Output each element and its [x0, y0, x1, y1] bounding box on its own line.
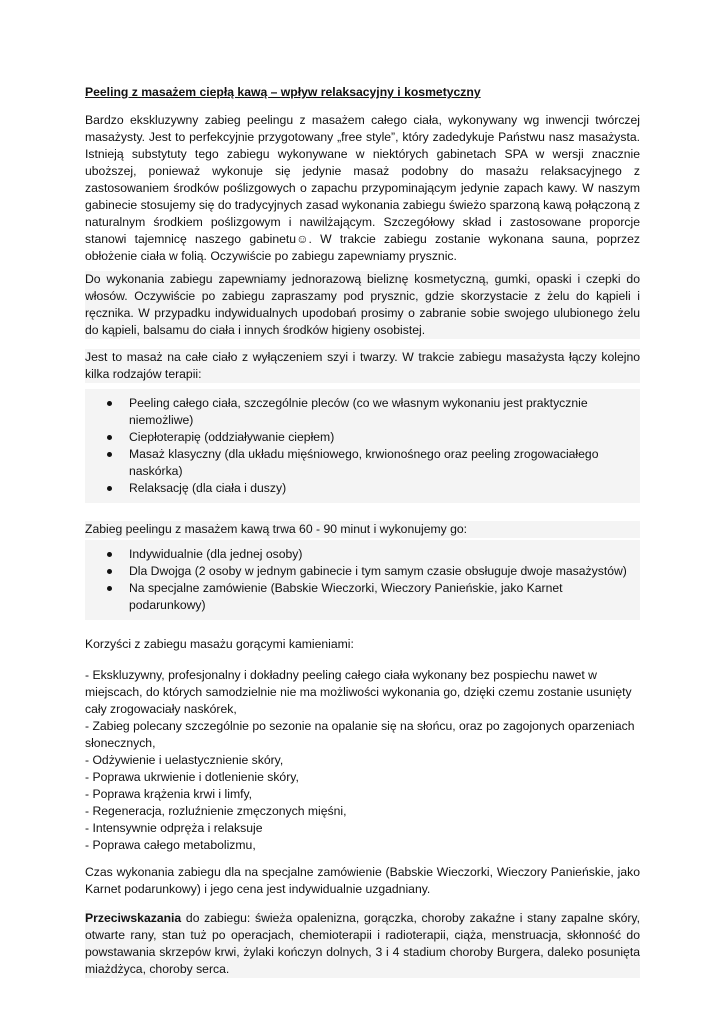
options-list: [85, 540, 640, 620]
document-title: Peeling z masażem ciepłą kawą – wpływ relaksacyjny i kosmetyczny: [85, 85, 481, 99]
list-item: Ciepłoterapię (oddziaływanie ciepłem): [129, 429, 640, 446]
list-item: Dla Dwojga (2 osoby w jednym gabinecie i tym samym czasie obsługuje dwoje masażystów): [129, 563, 640, 580]
therapy-list: [85, 389, 640, 503]
list-item: - Poprawa całego metabolizmu,: [85, 838, 256, 852]
intro-paragraph: Bardzo ekskluzywny zabieg peelingu z masażem całego ciała, wykonywany wg inwencji twórczej masażysty. Jest to perfekcyjnie przygotowany „free style”, który zadedykuje Państwu nasz masażysta. Istnieją substytuty tego zabiegu wykonywane w niektórych gabinetach SPA w wersji znacznie uboższej, ponieważ wykonuje się jedynie masaż podobny do masażu relaksacyjnego z zastosowaniem środków poślizgowych o zapachu przypominającym jedynie zapach kawy. W naszym gabinecie stosujemy się do tradycyjnych zasad wykonania zabiegu świeżo sparzoną kawą połączoną z naturalnym środkiem poślizgowym i nawilżającym. Szczegółowy skład i zastosowane proporcje stanowi tajemnicę naszego gabinetu☺. W trakcie zabiegu zostanie wykonana sauna, poprzez obłożenie ciała w folią. Oczywiście po zabiegu zapewniamy prysznic.: [85, 113, 640, 263]
contraindications-paragraph: [85, 910, 640, 978]
list-item: Peeling całego ciała, szczególnie pleców (co we własnym wykonaniu jest praktycznie niemożliwe): [129, 395, 640, 429]
equipment-paragraph: Do wykonania zabiegu zapewniamy jednorazową bieliznę kosmetyczną, gumki, opaski i czepki do włosów. Oczywiście po zabiegu zapraszamy pod prysznic, gdzie skorzystacie z żelu do kąpieli i ręcznika. W przypadku indywidualnych upodobań prosimy o zabranie sobie swojego ulubionego żelu do kąpieli, balsamu do ciała i innych środków higieny osobistej.: [85, 272, 640, 337]
duration-paragraph: Zabieg peelingu z masażem kawą trwa 60 - 90 minut i wykonujemy go:: [85, 521, 640, 538]
list-item: Masaż klasyczny (dla układu mięśniowego, krwionośnego oraz peeling zrogowaciałego naskórka): [129, 446, 640, 480]
list-item: - Regeneracja, rozluźnienie zmęczonych mięśni,: [85, 804, 347, 818]
list-item: - Poprawa krążenia krwi i limfy,: [85, 787, 253, 801]
list-item: - Odżywienie i uelastycznienie skóry,: [85, 753, 284, 767]
contraindications-label: Przeciwskazania: [85, 911, 182, 925]
list-item: - Zabieg polecany szczególnie po sezonie na opalanie się na słońcu, oraz po zagojonych oparzeniach słonecznych,: [85, 719, 635, 750]
custom-order-paragraph: Czas wykonania zabiegu dla na specjalne zamówienie (Babskie Wieczorki, Wieczory Panieńskie, jako Karnet podarunkowy) i jego cena jest indywidualnie uzgadniany.: [85, 865, 640, 896]
list-item: Relaksację (dla ciała i duszy): [129, 480, 640, 497]
list-item: - Ekskluzywny, profesjonalny i dokładny peeling całego ciała wykonany bez pospiechu nawet w miejscach, do których samodzielnie nie ma możliwości wykonania go, dzięki czemu zostanie usunięty cały zrogowaciały naskórek,: [85, 668, 632, 716]
therapy-intro-paragraph: Jest to masaż na całe ciało z wyłączeniem szyi i twarzy. W trakcie zabiegu masażysta łączy kolejno kilka rodzajów terapii:: [85, 350, 640, 381]
benefits-heading: Korzyści z zabiegu masażu gorącymi kamieniami:: [85, 637, 354, 651]
benefits-list: [85, 667, 640, 854]
list-item: - Poprawa ukrwienie i dotlenienie skóry,: [85, 770, 299, 784]
list-item: Na specjalne zamówienie (Babskie Wieczorki, Wieczory Panieńskie, jako Karnet podarunkowy): [129, 580, 640, 614]
contraindications-text: do zabiegu: świeża opalenizna, gorączka, choroby zakaźne i stany zapalne skóry, otwarte rany, stan tuż po operacjach, chemioterapii i radioterapii, ciąża, menstruacja, skłonność do powstawania skrzepów krwi, żylaki kończyn dolnych, 3 i 4 stadium choroby Burgera, daleko posunięta miażdżyca, choroby serca.: [85, 911, 640, 976]
list-item: Indywidualnie (dla jednej osoby): [129, 546, 640, 563]
list-item: - Intensywnie odpręża i relaksuje: [85, 821, 263, 835]
